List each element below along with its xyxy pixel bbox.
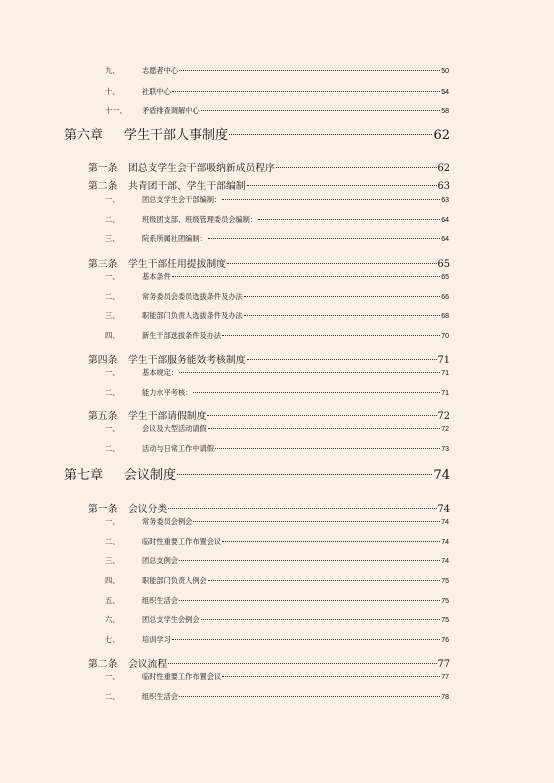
toc-entry-title: 活动与日常工作中请假: [142, 444, 214, 453]
toc-entry-number: 三、: [105, 311, 120, 320]
toc-entry[interactable]: [105, 66, 449, 76]
toc-entry[interactable]: [105, 106, 449, 116]
dot-leader: [208, 580, 441, 581]
toc-entry-page: 64: [441, 236, 449, 243]
toc-entry[interactable]: [105, 195, 449, 205]
toc-entry-page: 73: [441, 446, 449, 453]
toc-entry-number: 三、: [105, 556, 120, 565]
toc-entry-page: 65: [441, 274, 449, 281]
dot-leader: [179, 696, 440, 697]
dot-leader: [201, 110, 441, 111]
toc-article-page: 77: [437, 659, 450, 670]
toc-article-page: 74: [437, 504, 450, 515]
toc-chapter-page: 74: [433, 468, 450, 483]
toc-entry-number: 二、: [105, 692, 120, 701]
toc-entry-number: 二、: [105, 388, 120, 397]
toc-entry-page: 71: [441, 370, 449, 377]
dot-leader: [193, 521, 440, 522]
toc-entry-number: 一、: [105, 272, 120, 281]
toc-entry-title: 能力水平考核：: [142, 388, 193, 397]
toc-entry-number: 一、: [105, 195, 120, 204]
toc-entry-number: 四、: [105, 331, 120, 340]
toc-chapter-number: 第六章: [64, 128, 104, 143]
toc-entry[interactable]: [105, 87, 449, 97]
dot-leader: [222, 335, 440, 336]
toc-article-title: 学生干部请假制度: [128, 411, 207, 422]
toc-article-number: 第一条: [88, 504, 118, 515]
dot-leader: [179, 372, 440, 373]
dot-leader: [222, 541, 440, 542]
toc-entry-title: 常务委员会委员选拔条件及办法: [142, 292, 243, 301]
dot-leader: [276, 167, 437, 168]
toc-entry-number: 二、: [105, 215, 120, 224]
dot-leader: [179, 70, 440, 71]
toc-entry-number: 二、: [105, 444, 120, 453]
toc-entry-title: 组织生活会: [142, 596, 178, 605]
dot-leader: [168, 508, 436, 509]
toc-entry-title: 临时性重要工作布置会议: [142, 537, 222, 546]
toc-entry-title: 常务委员会例会: [142, 517, 193, 526]
toc-entry-number: 二、: [105, 292, 120, 301]
toc-entry-title: 基本条件: [142, 272, 171, 281]
dot-leader: [227, 263, 437, 264]
toc-entry-page: 78: [441, 694, 449, 701]
dot-leader: [172, 639, 440, 640]
toc-entry-title: 职能部门负责人例会: [142, 576, 207, 585]
dot-leader: [258, 219, 440, 220]
toc-entry-title: 基本规定：: [142, 368, 178, 377]
toc-article-entry[interactable]: [88, 408, 450, 422]
toc-entry-page: 75: [441, 578, 449, 585]
toc-entry[interactable]: [105, 388, 449, 398]
toc-entry-title: 社联中心: [142, 87, 171, 96]
toc-entry-page: 77: [441, 674, 449, 681]
toc-article-page: 65: [437, 259, 450, 270]
toc-entry[interactable]: [105, 272, 449, 282]
toc-entry-number: 一、: [105, 424, 120, 433]
dot-leader: [179, 560, 440, 561]
dot-leader: [172, 91, 440, 92]
toc-entry[interactable]: [105, 615, 449, 625]
toc-entry-title: 临时性重要工作布置会议: [142, 672, 222, 681]
dot-leader: [244, 296, 441, 297]
dot-leader: [201, 619, 441, 620]
toc-entry[interactable]: [105, 635, 449, 645]
dot-leader: [244, 315, 441, 316]
dot-leader: [215, 448, 440, 449]
dot-leader: [247, 359, 437, 360]
dot-leader: [177, 474, 432, 475]
toc-entry-title: 团总支例会: [142, 556, 178, 565]
dot-leader: [208, 238, 441, 239]
toc-entry-page: 66: [441, 294, 449, 301]
toc-article-page: 71: [437, 355, 450, 366]
toc-chapter-number: 第七章: [64, 468, 104, 483]
toc-entry[interactable]: [105, 556, 449, 566]
toc-entry-number: 十、: [105, 87, 120, 96]
toc-entry-title: 院系所属社团编制：: [142, 234, 207, 243]
toc-entry[interactable]: [105, 331, 449, 341]
toc-entry-page: 50: [441, 68, 449, 75]
toc-article-entry[interactable]: [88, 256, 450, 270]
toc-entry-title: 会议及大型活动请假: [142, 424, 207, 433]
toc-entry-title: 团总支学生会例会: [142, 615, 200, 624]
toc-entry-title: 组织生活会: [142, 692, 178, 701]
toc-entry-number: 四、: [105, 576, 120, 585]
toc-article-number: 第三条: [88, 259, 118, 270]
dot-leader: [179, 600, 440, 601]
dot-leader: [193, 392, 440, 393]
toc-entry-page: 75: [441, 617, 449, 624]
toc-entry[interactable]: [105, 672, 449, 682]
toc-article-title: 共青团干部、学生干部编制: [128, 181, 246, 192]
toc-entry-number: 七、: [105, 635, 120, 644]
toc-entry-title: 班级团支部、班级管理委员会编制：: [142, 215, 258, 224]
toc-chapter-entry[interactable]: [64, 464, 450, 483]
toc-entry-number: 一、: [105, 368, 120, 377]
toc-entry-page: 75: [441, 598, 449, 605]
toc-entry[interactable]: [105, 234, 449, 244]
toc-article-page: 63: [437, 181, 450, 192]
toc-entry-number: 五、: [105, 596, 120, 605]
toc-article-entry[interactable]: [88, 160, 450, 174]
toc-article-page: 72: [437, 411, 450, 422]
toc-chapter-title: 会议制度: [124, 468, 177, 483]
toc-entry-title: 团总支学生会干部编制：: [142, 195, 222, 204]
toc-entry[interactable]: [105, 537, 449, 547]
toc-entry-page: 54: [441, 89, 449, 96]
toc-entry[interactable]: [105, 692, 449, 702]
toc-entry-title: 培训学习: [142, 635, 171, 644]
dot-leader: [172, 276, 440, 277]
toc-entry-page: 71: [441, 390, 449, 397]
toc-entry-number: 九、: [105, 66, 120, 75]
toc-entry-number: 一、: [105, 517, 120, 526]
dot-leader: [207, 415, 436, 416]
toc-entry[interactable]: [105, 368, 449, 378]
dot-leader: [168, 663, 436, 664]
toc-entry-page: 74: [441, 519, 449, 526]
toc-entry-page: 64: [441, 217, 449, 224]
toc-entry-title: 新生干部选拔条件及办法: [142, 331, 222, 340]
toc-entry-number: 六、: [105, 615, 120, 624]
toc-entry-page: 74: [441, 539, 449, 546]
dot-leader: [208, 428, 441, 429]
toc-entry-title: 职能部门负责人选拔条件及办法: [142, 311, 243, 320]
toc-article-entry[interactable]: [88, 656, 450, 670]
toc-article-number: 第二条: [88, 659, 118, 670]
toc-article-entry[interactable]: [88, 178, 450, 192]
toc-entry-page: 58: [441, 108, 449, 115]
toc-article-entry[interactable]: [88, 501, 450, 515]
toc-entry-page: 68: [441, 313, 449, 320]
toc-article-number: 第五条: [88, 411, 118, 422]
toc-chapter-entry[interactable]: [64, 124, 450, 143]
toc-entry[interactable]: [105, 292, 449, 302]
toc-entry[interactable]: [105, 576, 449, 586]
toc-entry-number: 十一、: [105, 106, 127, 115]
toc-article-title: 学生干部任用提拔制度: [128, 259, 226, 270]
toc-entry[interactable]: [105, 311, 449, 321]
toc-entry-page: 76: [441, 637, 449, 644]
dot-leader: [229, 134, 432, 135]
toc-article-title: 学生干部服务能效考核制度: [128, 355, 246, 366]
toc-entry-page: 63: [441, 197, 449, 204]
toc-entry-title: 矛盾排查调解中心: [142, 106, 200, 115]
toc-article-title: 会议分类: [128, 504, 168, 515]
toc-entry-number: 二、: [105, 537, 120, 546]
toc-article-page: 62: [437, 163, 450, 174]
toc-chapter-page: 62: [433, 128, 450, 143]
toc-entry-number: 三、: [105, 234, 120, 243]
toc-entry[interactable]: [105, 444, 449, 454]
toc-entry-page: 70: [441, 333, 449, 340]
toc-entry-number: 一、: [105, 672, 120, 681]
toc-article-title: 团总支学生会干部吸纳新成员程序: [128, 163, 275, 174]
dot-leader: [222, 199, 440, 200]
toc-entry-page: 74: [441, 558, 449, 565]
toc-entry[interactable]: [105, 596, 449, 606]
toc-entry-title: 志愿者中心: [142, 66, 178, 75]
toc-chapter-title: 学生干部人事制度: [124, 128, 229, 143]
toc-article-number: 第二条: [88, 181, 118, 192]
toc-entry[interactable]: [105, 424, 449, 434]
toc-article-number: 第四条: [88, 355, 118, 366]
toc-article-entry[interactable]: [88, 352, 450, 366]
toc-entry[interactable]: [105, 517, 449, 527]
toc-entry-page: 72: [441, 426, 449, 433]
toc-entry[interactable]: [105, 215, 449, 225]
toc-article-title: 会议流程: [128, 659, 168, 670]
toc-article-number: 第一条: [88, 163, 118, 174]
dot-leader: [222, 676, 440, 677]
dot-leader: [247, 185, 437, 186]
